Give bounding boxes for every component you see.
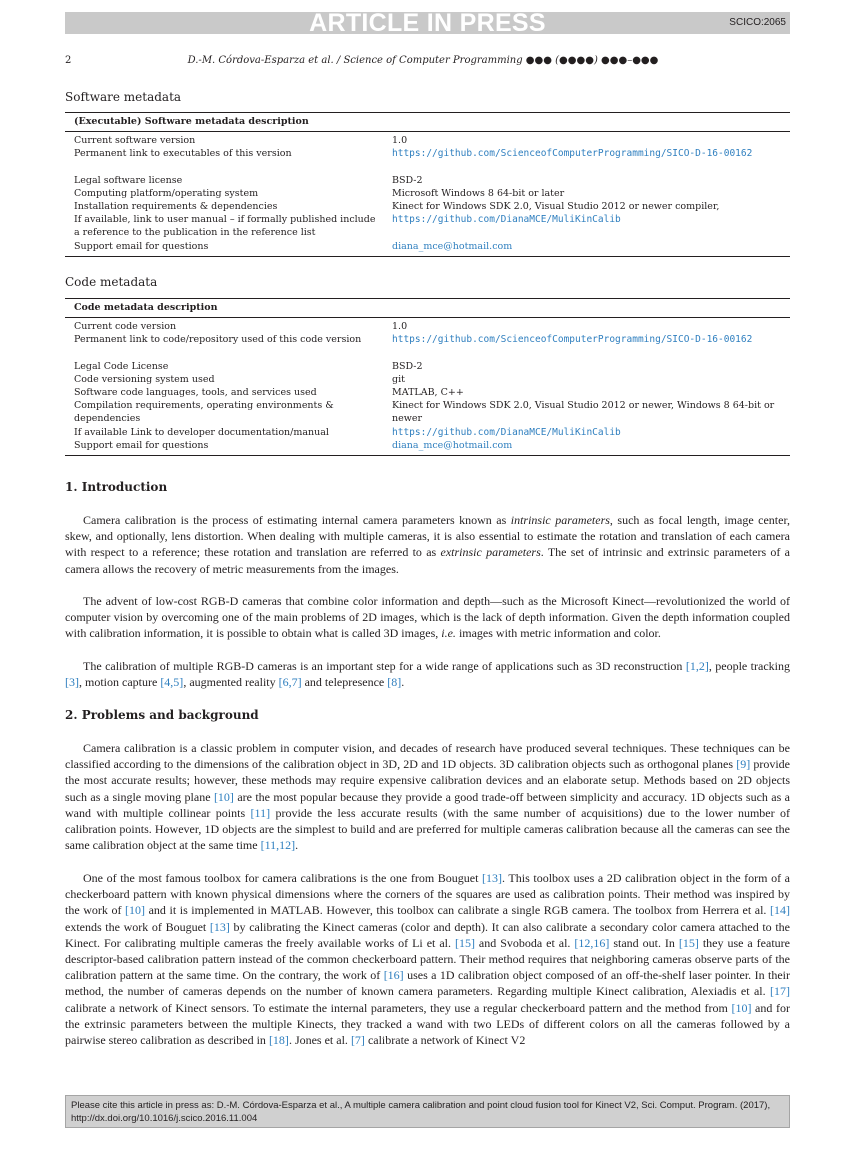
reference-link[interactable]: [4,5]	[160, 675, 184, 690]
row-value: Kinect for Windows SDK 2.0, Visual Studio 2012 or newer, Windows 8 64-bit or newer	[392, 400, 775, 425]
table-header-rule	[65, 317, 790, 318]
reference-link[interactable]: [18]	[268, 1033, 289, 1048]
row-value: MATLAB, C++	[392, 387, 464, 398]
code-metadata-table	[65, 298, 790, 458]
reference-link[interactable]: [14]	[770, 903, 790, 918]
article-in-press-banner	[65, 9, 790, 37]
row-value: BSD-2	[392, 361, 423, 372]
reference-link[interactable]: [15]	[678, 935, 699, 950]
row-value: BSD-2	[392, 175, 423, 186]
reference-link[interactable]: [7]	[350, 1033, 365, 1048]
row-value: 1.0	[392, 321, 408, 332]
reference-link[interactable]: [1,2]	[685, 659, 709, 673]
row-key: Support email for questions	[74, 241, 209, 252]
reference-link[interactable]: [11]	[250, 805, 271, 820]
software-metadata-heading: Software metadata	[65, 90, 182, 104]
table-bottom-rule	[65, 455, 790, 456]
code-metadata-heading: Code metadata	[65, 275, 158, 289]
reference-link[interactable]: [10]	[731, 1000, 752, 1015]
support-email-link[interactable]: diana_mce@hotmail.com	[392, 241, 513, 252]
row-key: Installation requirements & dependencies	[74, 201, 278, 212]
reference-link[interactable]: [13]	[209, 919, 230, 934]
row-key: Support email for questions	[74, 440, 209, 451]
banner-title: ARTICLE IN PRESS	[309, 9, 546, 37]
row-key: Permanent link to executables of this version	[74, 148, 292, 159]
reference-link[interactable]: [13]	[482, 871, 503, 885]
italic-term: intrinsic parameters	[510, 513, 610, 527]
italic-term: i.e.	[441, 626, 456, 641]
row-key: If available, link to user manual – if formally published include a reference to the publication in the reference list	[74, 214, 376, 239]
user-manual-link[interactable]: https://github.com/DianaMCE/MuliKinCalib	[392, 214, 621, 225]
row-key: If available Link to developer documentation/manual	[74, 427, 329, 438]
support-email-link[interactable]: diana_mce@hotmail.com	[392, 440, 513, 451]
table-top-rule	[65, 112, 790, 113]
paragraph: Camera calibration is the process of estimating internal camera parameters known as intrinsic parameters, such as focal length, image center, skew, and optionally, lens distortion. When dealing with multiple cameras, it is also essential to estimate the rotation and translation of each camera with respect to a reference; these rotation and translation are referred to as extrinsic parameters. The set of intrinsic and extrinsic parameters of a camera allows the recovery of metric measurements from the images.	[65, 513, 791, 576]
reference-link[interactable]: [16]	[383, 968, 404, 983]
row-key: Software code languages, tools, and services used	[74, 387, 317, 398]
page-number: 2	[65, 55, 72, 66]
developer-docs-link[interactable]: https://github.com/DianaMCE/MuliKinCalib	[392, 427, 621, 438]
reference-link[interactable]: [9]	[736, 757, 751, 772]
software-metadata-table	[65, 112, 790, 258]
table-header: Code metadata description	[74, 302, 218, 313]
reference-link[interactable]: [8]	[387, 675, 402, 690]
row-value: git	[392, 374, 405, 385]
row-key: Legal Code License	[74, 361, 169, 372]
reference-link[interactable]: [17]	[770, 984, 790, 999]
row-value: 1.0	[392, 135, 408, 146]
reference-link[interactable]: [10]	[213, 789, 234, 804]
row-key: Legal software license	[74, 175, 183, 186]
running-head: D.-M. Córdova-Esparza et al. / Science of Computer Programming ●●● (●●●●) ●●●–●●●	[187, 55, 659, 66]
reference-link[interactable]: [12,16]	[574, 935, 610, 950]
italic-term: extrinsic parameters	[440, 545, 541, 560]
paragraph: The calibration of multiple RGB-D cameras is an important step for a wide range of applications such as 3D reconstruction [1,2], people tracking [3], motion capture [4,5], augmented reality [6,7] and telepresence [8].	[65, 659, 790, 690]
reference-link[interactable]: [10]	[125, 903, 146, 918]
article-code: SCICO:2065	[729, 17, 786, 28]
reference-link[interactable]: [15]	[454, 935, 475, 950]
row-key: Permanent link to code/repository used of this code version	[74, 334, 362, 345]
row-value: Microsoft Windows 8 64-bit or later	[392, 188, 565, 199]
reference-link[interactable]: [3]	[65, 675, 79, 690]
repository-link[interactable]: https://github.com/ScienceofComputerProgramming/SICO-D-16-00162	[392, 334, 753, 345]
citation-box	[65, 1095, 790, 1128]
citation-text: Please cite this article in press as: D.-M. Córdova-Esparza et al., A multiple camera calibration and point cloud fusion tool for Kinect V2, Sci. Comput. Program. (2017), http://dx.doi.org/10.1016/j.scico.2016.11.004	[71, 1100, 771, 1124]
row-key: Current code version	[74, 321, 177, 332]
paragraph: The advent of low-cost RGB-D cameras that combine color information and depth—such as the Microsoft Kinect—revolutionized the world of computer vision by overcoming one of the main problems of 2D images, which is the lack of depth information. Given the depth information coupled with calibration information, it is possible to obtain what is called 3D images, i.e. images with metric information and color.	[65, 594, 790, 641]
row-key: Compilation requirements, operating environments & dependencies	[74, 400, 334, 425]
row-key: Code versioning system used	[74, 374, 215, 385]
table-bottom-rule	[65, 256, 790, 257]
row-key: Current software version	[74, 135, 196, 146]
executables-link[interactable]: https://github.com/ScienceofComputerProgramming/SICO-D-16-00162	[392, 148, 753, 159]
table-header: (Executable) Software metadata description	[74, 116, 309, 127]
row-value: Kinect for Windows SDK 2.0, Visual Studio 2012 or newer compiler,	[392, 201, 720, 212]
paragraph: Camera calibration is a classic problem in computer vision, and decades of research have produced several techniques. These techniques can be classified according to the dimensions of the calibration object in 3D, 2D and 1D objects. 3D calibration objects such as orthogonal planes [9] provide the most accurate results; however, these methods may require expensive calibration devices and an elaborate setup. Methods based on 2D objects such as a single moving plane [10] are the most popular because they provide a good trade-off between simplicity and accuracy. 1D objects such as a wand with multiple collinear points [11] provide the less accurate results (with the same number of acquisitions) due to the lower number of calibration points. However, 1D objects are the simplest to build and are preferred for multiple cameras calibration because all the cameras can see the same calibration object at the same time [11,12].	[65, 741, 791, 853]
reference-link[interactable]: [11,12]	[260, 838, 296, 853]
table-header-rule	[65, 131, 790, 132]
section-heading-introduction: 1. Introduction	[65, 480, 168, 494]
row-key: Computing platform/operating system	[74, 188, 259, 199]
section-heading-problems-background: 2. Problems and background	[65, 708, 259, 722]
table-top-rule	[65, 298, 790, 299]
reference-link[interactable]: [6,7]	[278, 675, 302, 690]
paragraph: One of the most famous toolbox for camera calibrations is the one from Bouguet [13]. This toolbox uses a 2D calibration object in the form of a checkerboard pattern with known physical dimensions where the corners of the squares are used as calibration points. Their method was inspired by the work of [10] and it is implemented in MATLAB. However, this toolbox can calibrate a single RGB camera. The toolbox from Herrera et al. [14] extends the work of Bouguet [13] by calibrating the Kinect cameras (color and depth). It can also calibrate a secondary color camera attached to the Kinect. For calibrating multiple cameras the freely available works of Li et al. [15] and Svoboda et al. [12,16] stand out. In [15] they use a feature descriptor-based calibration pattern instead of the common checkerboard pattern. Their method requires that neighboring cameras observe parts of the calibration pattern at the same time. On the contrary, the work of [16] uses a 1D calibration object composed of an off-the-shelf laser pointer. In their method, the number of cameras depends on the number of known camera parameters. Regarding multiple Kinect calibration, Alexiadis et al. [17] calibrate a network of Kinect sensors. To estimate the internal parameters, they use a regular checkerboard pattern and the method from [10] and for the extrinsic parameters between the multiple Kinects, they tracked a wand with two LEDs of different colors on all the cameras followed by a pairwise stereo calibration as described in [18]. Jones et al. [7] calibrate a network of Kinect V2	[65, 871, 790, 1048]
